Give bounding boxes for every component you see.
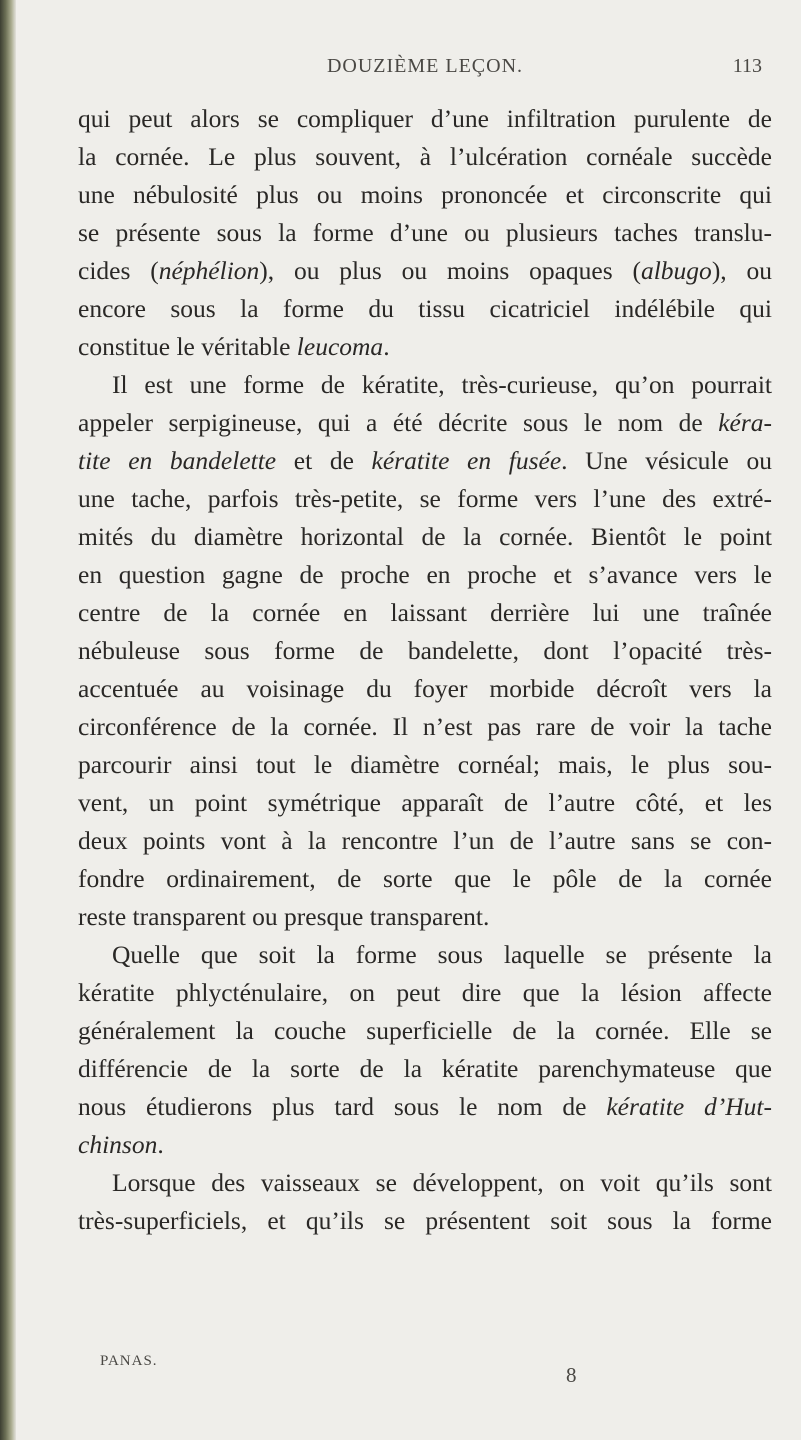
text-line: mités du diamètre horizontal de la cornée. Bientôt le point	[78, 522, 772, 551]
italic-term: kéra-	[718, 408, 772, 437]
body-text	[78, 100, 772, 1240]
italic-term: kératite d’Hut-	[606, 1092, 772, 1121]
text-line: Il est une forme de kératite, très-curieuse, qu’on pourrait	[112, 370, 772, 399]
text-line: tite en bandelette et de kératite en fusée. Une vésicule ou	[78, 446, 772, 475]
text-line: circonférence de la cornée. Il n’est pas rare de voir la tache	[78, 712, 772, 741]
book-gutter	[0, 0, 16, 1440]
text-line: différencie de la sorte de la kératite parenchymateuse que	[78, 1054, 772, 1083]
text-line: une tache, parfois très-petite, se forme vers l’une des extré-	[78, 484, 772, 513]
text-line: une nébulosité plus ou moins prononcée et circonscrite qui	[78, 180, 772, 209]
text-line: qui peut alors se compliquer d’une infiltration purulente de	[78, 104, 772, 133]
italic-term: kératite en fusée	[371, 446, 562, 475]
running-head	[80, 55, 770, 89]
page-footer	[78, 1353, 772, 1413]
text-line: fondre ordinairement, de sorte que le pôle de la cornée	[78, 864, 772, 893]
signature-mark: PANAS.	[100, 1353, 158, 1369]
text-line: parcourir ainsi tout le diamètre cornéal; mais, le plus sou-	[78, 750, 772, 779]
running-title: DOUZIÈME LEÇON.	[326, 55, 524, 77]
text-line: en question gagne de proche en proche et s’avance vers le	[78, 560, 772, 589]
italic-term: leucoma	[296, 332, 384, 361]
text-line: la cornée. Le plus souvent, à l’ulcération cornéale succède	[78, 142, 772, 171]
text-line: constitue le véritable leucoma.	[78, 332, 390, 361]
text-line: encore sous la forme du tissu cicatriciel indélébile qui	[78, 294, 772, 323]
text-line: appeler serpigineuse, qui a été décrite sous le nom de kéra-	[78, 408, 772, 437]
text-line: nous étudierons plus tard sous le nom de kératite d’Hut-	[78, 1092, 772, 1121]
text-line: très-superficiels, et qu’ils se présentent soit sous la forme	[78, 1206, 772, 1235]
sheet-number: 8	[566, 1363, 577, 1387]
text-line: kératite phlycténulaire, on peut dire que la lésion affecte	[78, 978, 772, 1007]
text-line: Quelle que soit la forme sous laquelle se présente la	[112, 940, 772, 969]
text-line: nébuleuse sous forme de bandelette, dont l’opacité très-	[78, 636, 772, 665]
text-line: Lorsque des vaisseaux se développent, on voit qu’ils sont	[112, 1168, 772, 1197]
page-number: 113	[732, 55, 762, 77]
italic-term: tite en bandelette	[78, 446, 277, 475]
text-line: reste transparent ou presque transparent.	[78, 902, 490, 931]
text-line: cides (néphélion), ou plus ou moins opaques (albugo), ou	[78, 256, 772, 285]
text-line: accentuée au voisinage du foyer morbide décroît vers la	[78, 674, 772, 703]
italic-term: albugo	[640, 256, 712, 285]
text-line: chinson.	[78, 1130, 164, 1159]
italic-term: néphélion	[158, 256, 260, 285]
text-line: deux points vont à la rencontre l’un de l’autre sans se con-	[78, 826, 772, 855]
text-line: centre de la cornée en laissant derrière lui une traînée	[78, 598, 772, 627]
text-line: généralement la couche superficielle de la cornée. Elle se	[78, 1016, 772, 1045]
text-line: vent, un point symétrique apparaît de l’autre côté, et les	[78, 788, 772, 817]
text-line: se présente sous la forme d’une ou plusieurs taches translu-	[78, 218, 772, 247]
italic-term: chinson	[78, 1130, 158, 1159]
